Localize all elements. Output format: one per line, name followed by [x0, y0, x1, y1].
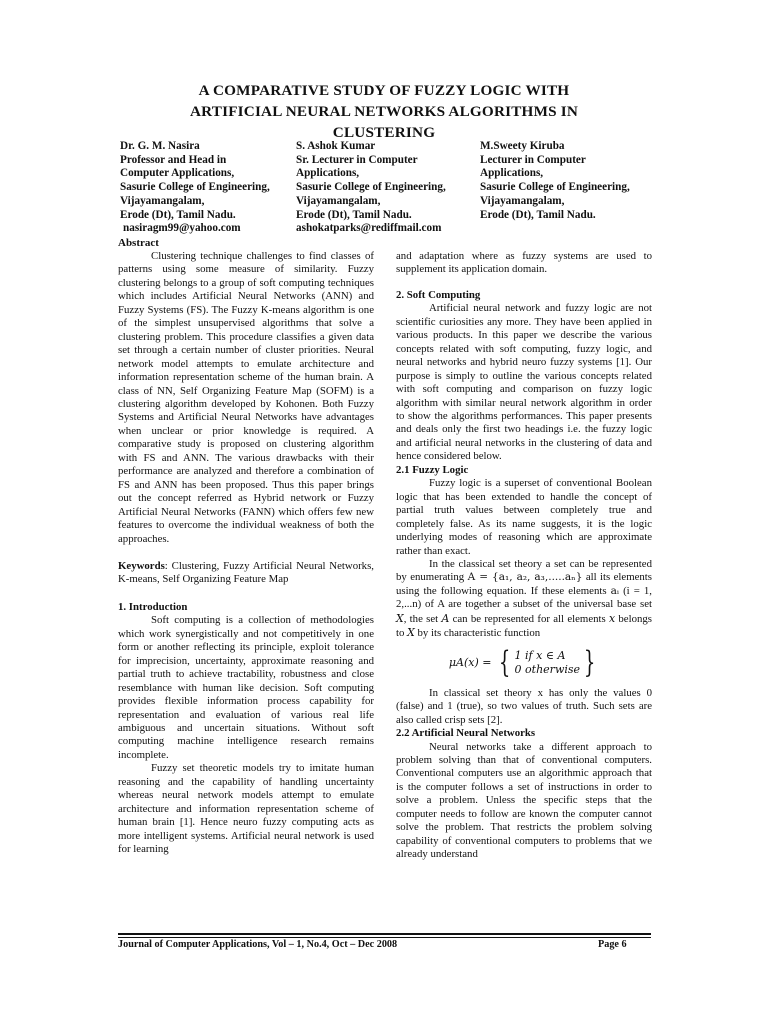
- author-place: Vijayamangalam,: [480, 194, 565, 207]
- author-email[interactable]: ashokatparks@rediffmail.com: [296, 222, 442, 235]
- text-run: can be represented for all elements: [452, 612, 606, 625]
- footer-rule: [118, 933, 651, 935]
- title-line-1: A COMPARATIVE STUDY OF FUZZY LOGIC WITH: [198, 82, 570, 99]
- formula-cases: [515, 649, 580, 677]
- author-dept: Computer Applications,: [120, 167, 235, 180]
- author-college: Sasurie College of Engineering,: [480, 181, 630, 194]
- crisp-set-paragraph: In classical set theory x has only the values 0 (false) and 1 (true), so two values of truth. Such sets are also called crisp sets [2].: [396, 686, 652, 726]
- text-run: by its characteristic function: [417, 627, 541, 640]
- abstract-text: Clustering technique challenges to find classes of patterns using some measure of similarity. Fuzzy clustering belongs to a group of soft computing techniques which includes Artificial Neural Networks (ANN) and Fuzzy Systems (FS). The Fuzzy K-means algorithm is one of the simplest unsupervised algorithms that solve a clustering problem. This procedure classifies a given data set through a certain number of cluster priorities. Neural network model attempts to emulate architecture and information representation scheme of the human brain. A class of NN, Self Organizing Feature Map (SOFM) is a clustering algorithm developed by Kohonen. Both Fuzzy Systems and Artificial Neural Networks have advantages when unclear or prior knowledge is required. A comparative study is proposed on clustering algorithm with FS and ANN. The various drawbacks with their performance are analyzed and therefore a combination of FS and ANN has been proposed. Thus this paper brings out the concept referred as Hybrid network or Fuzzy Artificial Neural Networks (FANN) which offers few new features to overcome the individual weakness of both the approaches.: [118, 250, 374, 545]
- intro-continuation: and adaptation where as fuzzy systems are used to supplement its application domain.: [396, 250, 652, 276]
- author-name: S. Ashok Kumar: [296, 140, 376, 152]
- intro-paragraph-1: Soft computing is a collection of methodologies which work synergistically and not competitively in one form or another reflecting its principle, exploit tolerance for imprecision, uncertainty, approximate reasoning and partial truth to achieve tractability, robustness and close resemblance with human like decision. Soft computing provides flexible information process capability for representation and evaluation of various real life ambiguous and uncertain situations. Without soft computing machine intelligence research remains incomplete.: [118, 614, 374, 761]
- abstract-heading: Abstract: [118, 237, 159, 249]
- author-2: [296, 140, 446, 236]
- set-definition-paragraph: [396, 558, 652, 641]
- intro-paragraph-2: Fuzzy set theoretic models try to imitate human reasoning and the capability of handling uncertainty whereas neural network models attempt to emulate architecture and information representation scheme of human brain [1]. Hence neuro fuzzy computing acts as more intelligent systems. Artificial neural network is used for learning: [118, 762, 374, 856]
- author-dept: Applications,: [480, 167, 544, 180]
- section-2-1-heading: 2.1 Fuzzy Logic: [396, 463, 469, 476]
- text-run: belongs to: [396, 612, 652, 640]
- set-enumeration: A = {a₁, a₂, a₃,.....aₙ}: [467, 571, 583, 584]
- var-a: A: [441, 611, 450, 625]
- author-dept: Applications,: [296, 167, 360, 180]
- right-column: [396, 250, 652, 862]
- author-place: Vijayamangalam,: [120, 194, 205, 207]
- author-3: [480, 140, 630, 222]
- footer-page-number: Page 6: [598, 939, 627, 950]
- left-brace: {: [499, 644, 511, 680]
- keywords-text: : Clustering, Fuzzy Artificial Neural Networks, K-means, Self Organizing Feature Map: [118, 559, 374, 586]
- section-2-1-text: Fuzzy logic is a superset of conventional Boolean logic that has been extended to handle the concept of partial truth values between completely true and completely false. As its name suggests, it is the logic underlying modes of reasoning which are approximate rather than exact.: [396, 477, 652, 557]
- author-email[interactable]: nasiragm99@yahoo.com: [123, 222, 241, 235]
- section-2-2-text: Neural networks take a different approach to problem solving than that of conventional computers. Conventional computers use an algorithmic approach that is the computer follows a set of instructions in order to solve a problem. Unless the specific steps that the computer needs to follow are known the computer cannot solve the problem. That restricts the problem solving capability of conventional computers to problems that we already understand: [396, 740, 652, 861]
- footer-journal: Journal of Computer Applications, Vol – 1, No.4, Oct – Dec 2008: [118, 939, 398, 950]
- var-x: X: [396, 611, 404, 625]
- author-district: Erode (Dt), Tamil Nadu.: [296, 208, 412, 221]
- section-2-heading: 2. Soft Computing: [396, 288, 481, 301]
- text-run: , the set: [403, 612, 439, 625]
- case-2: 0 otherwise: [514, 662, 581, 676]
- section-2-text: Artificial neural network and fuzzy logic are not scientific curiosities any more. They have been applied in various products. In this paper we describe the various concepts related with soft computing, fuzzy logic, and neural networks and hybrid neuro fuzzy systems [1]. Our purpose is simply to outline the various concepts related with soft computing and comparison on fuzzy logic algorithm with similar neural network algorithm in order to show the algorithms performances. This paper presents and deals only the first two headings i.e. the fuzzy logic and artificial neural networks in the clustering of data and hence considered below.: [396, 302, 652, 463]
- var-x: x: [609, 611, 616, 625]
- author-name: M.Sweety Kiruba: [480, 140, 565, 152]
- right-brace: }: [583, 644, 596, 680]
- author-district: Erode (Dt), Tamil Nadu.: [480, 208, 596, 221]
- title-line-3: CLUSTERING: [332, 124, 436, 141]
- text-run: (i = 1, 2,...n) of A are together a subset of the universal base set: [396, 584, 652, 611]
- author-1: [120, 140, 270, 236]
- author-college: Sasurie College of Engineering,: [120, 181, 270, 194]
- case-1: 1 if x ∈ A: [514, 648, 566, 662]
- var-x: X: [407, 626, 415, 640]
- section-2-2-heading: 2.2 Artificial Neural Networks: [396, 727, 536, 740]
- paper-title: [110, 80, 658, 143]
- author-role: Lecturer in Computer: [480, 153, 586, 166]
- author-name: Dr. G. M. Nasira: [120, 140, 200, 152]
- text-run: In the classical set theory a set can be represented by enumerating: [396, 557, 652, 584]
- author-district: Erode (Dt), Tamil Nadu.: [120, 208, 236, 221]
- title-line-2: ARTIFICIAL NEURAL NETWORKS ALGORITHMS IN: [189, 103, 579, 120]
- characteristic-function-formula: [396, 645, 652, 681]
- text-run: all its elements using the following equation. If these elements: [396, 571, 652, 597]
- formula-lhs: μA(x) =: [448, 655, 492, 669]
- intro-heading: 1. Introduction: [118, 600, 188, 613]
- element-symbol: aᵢ: [610, 584, 620, 597]
- author-role: Professor and Head in: [120, 153, 227, 166]
- keywords-label: Keywords: [118, 559, 165, 572]
- left-column: [118, 250, 374, 856]
- author-college: Sasurie College of Engineering,: [296, 181, 446, 194]
- footer-rule: [118, 937, 651, 938]
- keywords: [118, 560, 374, 587]
- author-role: Sr. Lecturer in Computer: [296, 153, 418, 166]
- author-place: Vijayamangalam,: [296, 194, 381, 207]
